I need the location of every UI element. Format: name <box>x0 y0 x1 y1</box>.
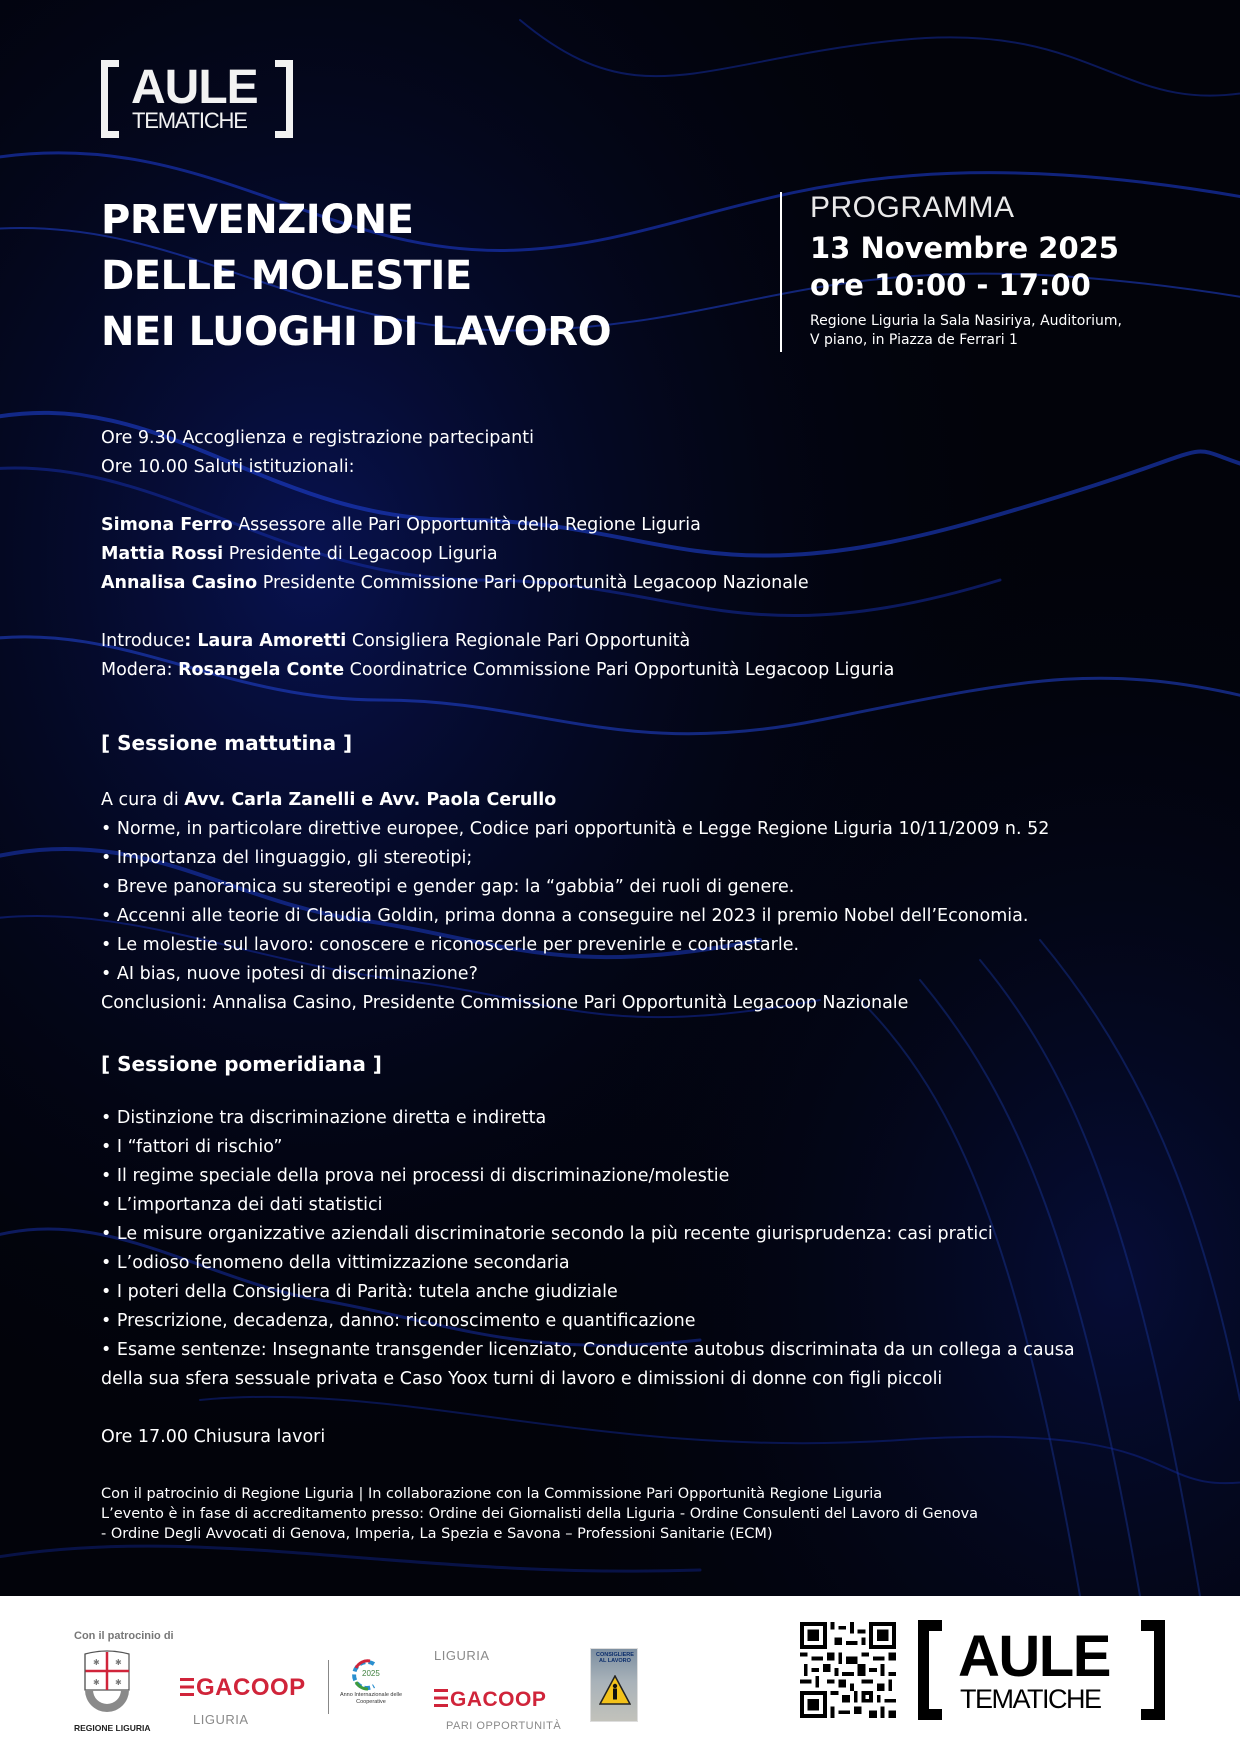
legacoop-pari-opportunita-logo <box>434 1688 546 1712</box>
speaker-line <box>101 511 894 540</box>
list-item: • Distinzione tra discriminazione diretta e indiretta <box>101 1108 547 1128</box>
introduce-name: : Laura Amoretti <box>184 631 347 651</box>
logo-bracket-left <box>918 1620 942 1720</box>
speaker-line <box>101 569 894 598</box>
program-info <box>810 190 1122 350</box>
list-item: • Il regime speciale della prova nei processi di discriminazione/molestie <box>101 1166 730 1186</box>
speaker-role: Assessore alle Pari Opportunità della Regione Liguria <box>232 515 701 535</box>
list-item: • L’importanza dei dati statistici <box>101 1195 383 1215</box>
title-line: NEI LUOGHI DI LAVORO <box>101 309 612 355</box>
regione-liguria-shield-icon <box>82 1650 132 1718</box>
vertical-divider <box>780 192 782 352</box>
coop-year: 2025 <box>362 1669 380 1678</box>
event-time: ore 10:00 - 17:00 <box>810 268 1091 302</box>
legacoop-l-mark-icon <box>434 1689 448 1707</box>
regione-liguria-logo <box>74 1650 151 1733</box>
schedule-line: Ore 10.00 Saluti istituzionali: <box>101 457 355 477</box>
legacoop-liguria-logo <box>180 1674 306 1702</box>
coop-caption: Anno Internazionale delle Cooperative <box>339 1692 403 1705</box>
list-item: • Le misure organizzative aziendali discriminatorie secondo la più recente giurisprudenza: casi pratici <box>101 1224 993 1244</box>
speaker-role: Presidente Commissione Pari Opportunità Legacoop Nazionale <box>257 573 809 593</box>
speaker-name: Annalisa Casino <box>101 573 258 593</box>
logo-separator <box>328 1660 329 1714</box>
sponsor-footer <box>0 1596 1240 1754</box>
footnote-line: L’evento è in fase di accreditamento presso: Ordine dei Giornalisti della Liguria - Ordine Consulenti del Lavoro di Genova <box>101 1506 979 1522</box>
svg-text:✱: ✱ <box>115 1658 122 1667</box>
footnote-line: - Ordine Degli Avvocati di Genova, Imperia, La Spezia e Savona – Professioni Sanitarie (ECM) <box>101 1526 773 1542</box>
venue-line: V piano, in Piazza de Ferrari 1 <box>810 332 1018 348</box>
curated-prefix: A cura di <box>101 790 185 810</box>
legacoop-po-top: LIGURIA <box>434 1648 490 1663</box>
event-title <box>101 192 611 360</box>
morning-session-heading: [ Sessione mattutina ] <box>101 731 353 755</box>
venue-line: Regione Liguria la Sala Nasiriya, Auditorium, <box>810 313 1122 329</box>
svg-text:✱: ✱ <box>115 1678 122 1687</box>
title-line: PREVENZIONE <box>101 197 414 243</box>
event-date: 13 Novembre 2025 <box>810 231 1119 265</box>
list-item: • I “fattori di rischio” <box>101 1137 283 1157</box>
consigliere-title: CONSIGLIERE AL LAVORO <box>596 1652 634 1664</box>
aule-tematiche-footer-logo <box>918 1620 1165 1720</box>
legacoop-l-mark-icon <box>180 1678 194 1696</box>
legacoop-po-sub: PARI OPPORTUNITÀ <box>446 1720 562 1732</box>
list-item: • Breve panoramica su stereotipi e gender gap: la “gabbia” dei ruoli di genere. <box>101 877 795 897</box>
list-item: • I poteri della Consigliera di Parità: tutela anche giudiziale <box>101 1282 618 1302</box>
regione-liguria-name: REGIONE LIGURIA <box>74 1723 151 1733</box>
logo-aule-text: AULE <box>131 61 258 114</box>
list-item: • Norme, in particolare direttive europee, Codice pari opportunità e Legge Regione Liguria 10/11/2009 n. 52 <box>101 819 1050 839</box>
introduce-line <box>101 627 894 656</box>
logo-bracket-left <box>101 60 119 138</box>
opening-schedule <box>101 424 894 685</box>
modera-prefix: Modera: <box>101 660 179 680</box>
modera-line <box>101 656 894 685</box>
logo-bracket-right <box>1141 1620 1165 1720</box>
aule-tematiche-logo <box>101 60 293 138</box>
closing-line: Ore 17.00 Chiusura lavori <box>101 1427 326 1447</box>
list-item: • Prescrizione, decadenza, danno: riconoscimento e quantificazione <box>101 1311 696 1331</box>
afternoon-session-list <box>101 1104 1075 1452</box>
schedule-line: Ore 9.30 Accoglienza e registrazione partecipanti <box>101 428 534 448</box>
svg-text:✱: ✱ <box>93 1658 100 1667</box>
speaker-role: Presidente di Legacoop Liguria <box>223 544 498 564</box>
patronage-note <box>101 1484 978 1544</box>
speaker-name: Simona Ferro <box>101 515 233 535</box>
patrocinio-label: Con il patrocinio di <box>74 1630 174 1642</box>
logo-tematiche-text: TEMATICHE <box>132 108 247 133</box>
morning-session-list <box>101 786 1049 1018</box>
speaker-line <box>101 540 894 569</box>
list-item: • Importanza del linguaggio, gli stereotipi; <box>101 848 473 868</box>
logo-aule-text: AULE <box>958 1624 1110 1689</box>
logo-bracket-right <box>275 60 293 138</box>
list-item: • Accenni alle teorie di Claudia Goldin, prima donna a conseguire nel 2023 il premio Nobel dell’Economia. <box>101 906 1029 926</box>
modera-role: Coordinatrice Commissione Pari Opportunità Legacoop Liguria <box>344 660 895 680</box>
list-item: • Esame sentenze: Insegnante transgender licenziato, Conducente autobus discriminata da un collega a causa <box>101 1340 1075 1360</box>
event-venue <box>810 312 1122 350</box>
list-item: • AI bias, nuove ipotesi di discriminazione? <box>101 964 478 984</box>
svg-text:✱: ✱ <box>93 1678 100 1687</box>
anno-cooperative-logo <box>339 1654 403 1714</box>
consigliere-al-lavoro-logo <box>590 1648 638 1722</box>
program-label: PROGRAMMA <box>810 191 1015 224</box>
conclusion-line: Conclusioni: Annalisa Casino, Presidente Commissione Pari Opportunità Legacoop Nazionale <box>101 993 909 1013</box>
qr-code[interactable] <box>800 1622 896 1718</box>
modera-name: Rosangela Conte <box>178 660 345 680</box>
speaker-name: Mattia Rossi <box>101 544 224 564</box>
curated-names: Avv. Carla Zanelli e Avv. Paola Cerullo <box>184 790 557 810</box>
list-item-continuation: della sua sfera sessuale privata e Caso Yoox turni di lavoro e dimissioni di donne con figli piccoli <box>101 1369 943 1389</box>
warning-sign-icon <box>599 1675 631 1705</box>
legacoop-wordmark: GACOOP <box>196 1674 306 1701</box>
footnote-line: Con il patrocinio di Regione Liguria | In collaborazione con la Commissione Pari Opportunità Regione Liguria <box>101 1486 883 1502</box>
legacoop-wordmark: GACOOP <box>450 1688 547 1711</box>
list-item: • Le molestie sul lavoro: conoscere e riconoscerle per prevenirle e contrastarle. <box>101 935 800 955</box>
introduce-role: Consigliera Regionale Pari Opportunità <box>346 631 691 651</box>
list-item: • L’odioso fenomeno della vittimizzazione secondaria <box>101 1253 570 1273</box>
introduce-prefix: Introduce <box>101 631 185 651</box>
curated-by-line <box>101 786 1049 815</box>
logo-tematiche-text: TEMATICHE <box>960 1684 1101 1714</box>
legacoop-liguria-sub: LIGURIA <box>193 1712 249 1727</box>
afternoon-session-heading: [ Sessione pomeridiana ] <box>101 1052 382 1076</box>
title-line: DELLE MOLESTIE <box>101 253 472 299</box>
